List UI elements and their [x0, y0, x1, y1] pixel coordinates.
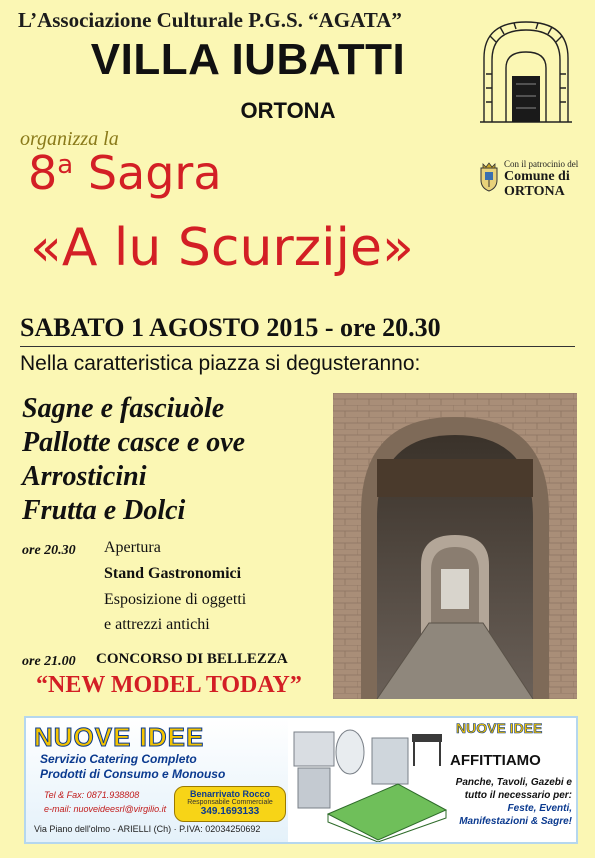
schedule-time-1: ore 20.30: [22, 543, 76, 558]
ad-contact-role: Responsabile Commerciale: [187, 799, 273, 806]
menu-list: [22, 392, 245, 528]
menu-item: Frutta e Dolci: [22, 495, 186, 526]
ad-rent-line: Feste, Eventi,: [507, 803, 572, 814]
schedule-line: Stand Gastronomici: [104, 565, 242, 582]
edition-superscript: a: [57, 150, 74, 180]
menu-intro: Nella caratteristica piazza si degusteranno:: [20, 352, 421, 375]
arch-photo: [333, 393, 577, 699]
ad-rent-line: Manifestazioni & Sagre!: [459, 816, 572, 827]
ad-tagline-2: Prodotti di Consumo e Monouso: [40, 767, 226, 781]
catering-products-illustration: [288, 718, 448, 842]
ad-rent-title: AFFITTIAMO: [450, 752, 541, 769]
organizes-text: organizza la: [20, 128, 119, 150]
ad-brand: NUOVE IDEE: [34, 722, 205, 752]
menu-item: Arrosticini: [22, 461, 147, 492]
venue-title: VILLA IUBATTI: [90, 35, 406, 84]
sagra-heading: [28, 146, 222, 200]
ad-tagline-1: Servizio Catering Completo: [40, 752, 197, 766]
sagra-word: Sagra: [87, 146, 222, 200]
doorway-shadow: [512, 76, 540, 122]
association-name: L’Associazione Culturale P.G.S. “AGATA”: [18, 8, 402, 32]
ad-brand-small: NUOVE IDEE: [456, 720, 543, 736]
schedule-line: e attrezzi antichi: [104, 616, 210, 633]
ad-contact-name: Benarrivato Rocco: [189, 789, 271, 799]
schedule-line: CONCORSO DI BELLEZZA: [96, 651, 288, 667]
ad-address: Via Piano dell'olmo - ARIELLI (Ch) · P.IVA: 02034250692: [34, 824, 261, 834]
menu-item: Sagne e fasciuòle: [22, 393, 225, 424]
event-date: SABATO 1 AGOSTO 2015 - ore 20.30: [20, 313, 441, 342]
edition-number: 8: [28, 146, 58, 200]
patronage-line1: Con il patrocinio del: [504, 159, 579, 169]
schedule-line: Esposizione di oggetti: [104, 591, 247, 608]
ad-rent-text: [426, 776, 572, 828]
divider: [20, 346, 575, 347]
ad-contact-phone: 349.1693133: [200, 806, 260, 817]
arch-sketch-logo: [476, 14, 576, 126]
patronage-line3: ORTONA: [504, 183, 565, 199]
patronage-line2: Comune di: [504, 168, 570, 184]
menu-item: Pallotte casce e ove: [22, 427, 246, 458]
schedule-time-2: ore 21.00: [22, 654, 76, 669]
ad-rent-line: Panche, Tavoli, Gazebi e: [455, 777, 572, 788]
sagra-name: «A lu Scurzije»: [30, 218, 414, 278]
ad-phone: Tel & Fax: 0871.938808: [44, 790, 140, 800]
contest-name: “NEW MODEL TODAY”: [36, 672, 302, 698]
wooden-beam: [377, 459, 533, 497]
distant-door: [441, 569, 469, 609]
ad-email: e-mail: nuoveideesrl@virgilio.it: [44, 804, 167, 814]
town-name: ORTONA: [240, 98, 336, 123]
ad-rent-line: tutto il necessario per:: [464, 790, 572, 801]
schedule-line: Apertura: [104, 539, 161, 556]
coat-of-arms-icon: [478, 162, 500, 192]
sponsor-ad: [24, 716, 578, 844]
ad-contact-badge: [174, 786, 286, 822]
